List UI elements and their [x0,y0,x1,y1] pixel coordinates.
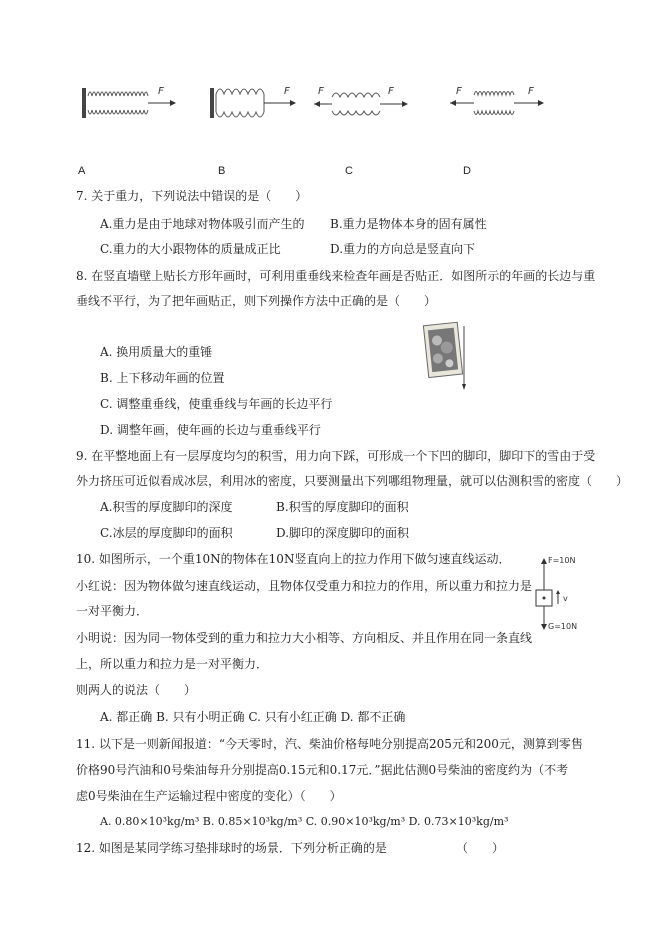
q9-option-a: A.积雪的厚度脚印的深度 [100,500,233,514]
q10-xiaohong-line1: 小红说：因为物体做匀速直线运动，且物体仅受重力和拉力的作用，所以重力和拉力是 [76,579,533,593]
q7-option-a: A.重力是由于地球对物体吸引而产生的 [100,217,305,231]
q10-xiaoming-line1: 小明说：因为同一物体受到的重力和拉力大小相等、方向相反、并且作用在同一条直线 [76,631,533,645]
force-label-b: F [284,86,290,97]
spring-figure-c [312,88,412,120]
spring-option-c: C [345,165,353,177]
q9-option-c: C.冰层的厚度脚印的面积 [100,526,233,540]
spring-option-a: A [78,165,86,177]
q11-line3: 虑0号柴油在生产运输过程中密度的变化）（ ） [76,789,342,803]
q12-stem: 12. 如图是某同学练习垫排球时的场景．下列分析正确的是 [76,841,387,855]
q8-option-d: D. 调整年画，使年画的长边与重垂线平行 [100,423,321,437]
q10-xiaoming-line2: 上，所以重力和拉力是一对平衡力． [76,657,269,671]
q9-stem-line1: 9. 在平整地面上有一层厚度均匀的积雪，用力向下踩，可形成一个下凹的脚印，脚印下的雪由于受 [76,449,596,463]
q7-option-b: B.重力是物体本身的固有属性 [330,217,487,231]
q7-option-d: D.重力的方向总是竖直向下 [330,242,476,256]
force-label-d1: F [456,86,462,97]
force-g-label: G=10N [548,622,578,631]
spring-figure-b [208,86,308,122]
spring-option-d: D [463,165,471,177]
q10-xiaohong-line2: 一对平衡力． [76,604,149,618]
force-label-a: F [158,86,164,97]
q11-options: A. 0.80×10³kg/m³ B. 0.85×10³kg/m³ C. 0.90×10³kg/m³ D. 0.73×10³kg/m³ [100,815,509,828]
q7-option-c: C.重力的大小跟物体的质量成正比 [100,242,281,256]
q9-option-d: D.脚印的深度脚印的面积 [276,526,410,540]
velocity-label: v [563,594,568,603]
q10-options: A. 都正确 B. 只有小明正确 C. 只有小红正确 D. 都不正确 [100,710,406,724]
q10-ask: 则两人的说法（ ） [76,683,197,697]
q11-line2: 价格90号汽油和0号柴油每升分别提高0.15元和0.17元．”据此估测0号柴油的密度约为（不考 [76,763,569,777]
q8-option-a: A. 换用质量大的重锤 [100,345,213,359]
q7-stem: 7. 关于重力，下列说法中错误的是（ ） [76,189,308,203]
q9-option-b: B.积雪的厚度脚印的面积 [276,500,409,514]
q8-stem-line2: 垂线不平行，为了把年画贴正，则下列操作方法中正确的是（ ） [76,294,437,308]
force-label-c2: F [388,86,394,97]
q8-stem-line1: 8. 在竖直墙壁上贴长方形年画时，可利用重垂线来检查年画是否贴正．如图所示的年画的长边与重 [76,269,596,283]
spring-option-b: B [218,165,226,177]
q12-answer-paren: （ ） [456,841,505,855]
new-year-picture-image [420,320,472,394]
force-label-d2: F [528,86,534,97]
q8-option-b: B. 上下移动年画的位置 [100,371,225,385]
force-f-label: F=10N [548,556,576,565]
q11-line1: 11. 以下是一则新闻报道：“今天零时，汽、柴油价格每吨分别提高205元和200元，测算到零售 [76,737,583,751]
spring-figure-a [80,86,180,122]
q8-option-c: C. 调整重垂线，使重垂线与年画的长边平行 [100,397,333,411]
q9-stem-line2: 外力挤压可近似看成冰层，利用冰的密度，只要测量出下列哪组物理量，就可以估测积雪的密度（ ） [76,474,629,488]
force-label-c1: F [318,86,324,97]
q10-stem: 10. 如图所示，一个重10N的物体在10N竖直向上的拉力作用下做匀速直线运动． [76,552,511,566]
